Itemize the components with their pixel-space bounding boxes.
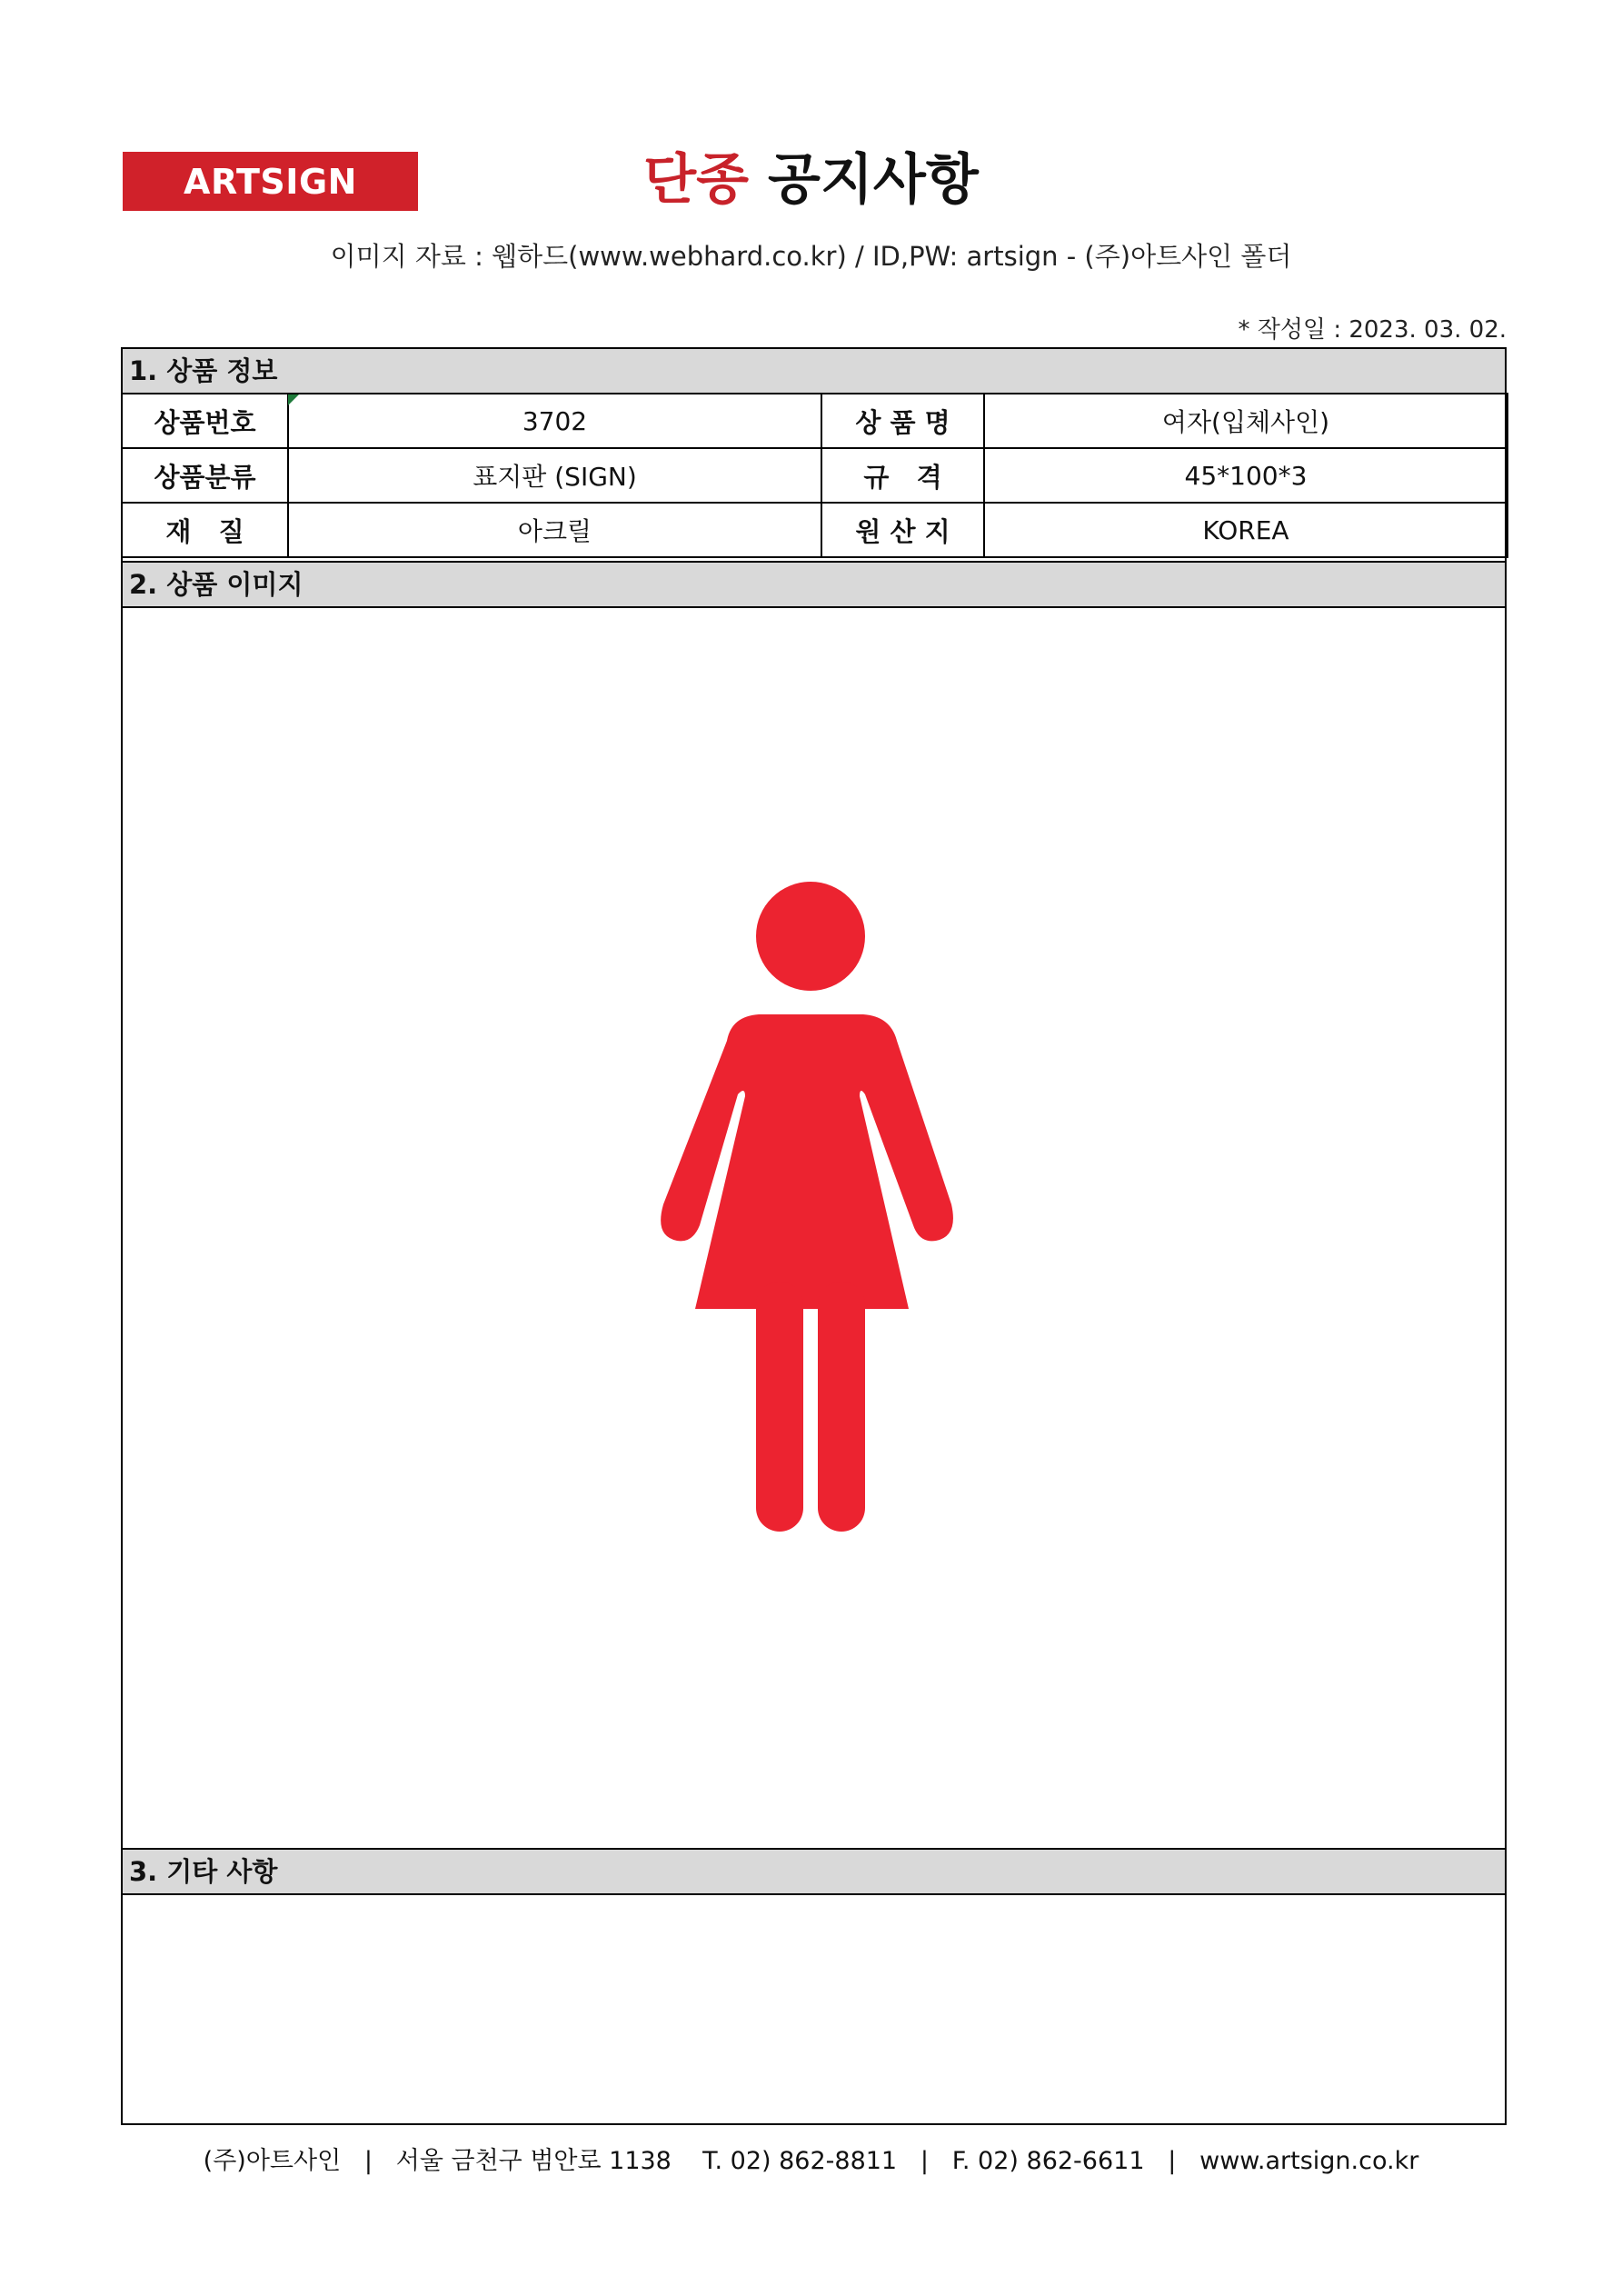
image-source-note: 이미지 자료 : 웹하드(www.webhard.co.kr) / ID,PW: artsign - (주)아트사인 폴더 [330,241,1292,272]
cell-comment-marker [288,394,299,405]
product-number-label: 상품번호 [122,394,288,448]
product-size-label: 규 격 [821,448,984,503]
section-product-info-title: 1. 상품 정보 [123,349,1505,394]
page-title [0,144,1622,216]
table-row [122,448,1508,503]
product-category-label: 상품분류 [122,448,288,503]
product-name-label: 상 품 명 [821,394,984,448]
origin-value: KOREA [984,503,1508,557]
logo-text: ARTSIGN [184,161,357,202]
product-info-table [121,393,1508,558]
product-category-value: 표지판 (SIGN) [288,448,821,503]
created-date: * 작성일 : 2023. 03. 02. [1238,316,1507,344]
woman-restroom-pictogram-icon [654,882,968,1563]
material-value: 아크릴 [288,503,821,557]
material-label: 재 질 [122,503,288,557]
table-row [122,503,1508,557]
title-rest: 공지사항 [767,148,979,212]
section-etc-title: 3. 기타 사항 [123,1848,1505,1895]
origin-label: 원 산 지 [821,503,984,557]
product-size-value: 45*100*3 [984,448,1508,503]
section-product-image-title: 2. 상품 이미지 [123,561,1505,608]
product-number-value: 3702 [288,394,821,448]
title-highlight: 단종 [643,148,750,212]
product-name-value: 여자(입체사인) [984,394,1508,448]
company-footer: (주)아트사인 | 서울 금천구 범안로 1138 T. 02) 862-8811 | F. 02) 862-6611 | www.artsign.co.kr [203,2147,1419,2175]
table-row [122,394,1508,448]
